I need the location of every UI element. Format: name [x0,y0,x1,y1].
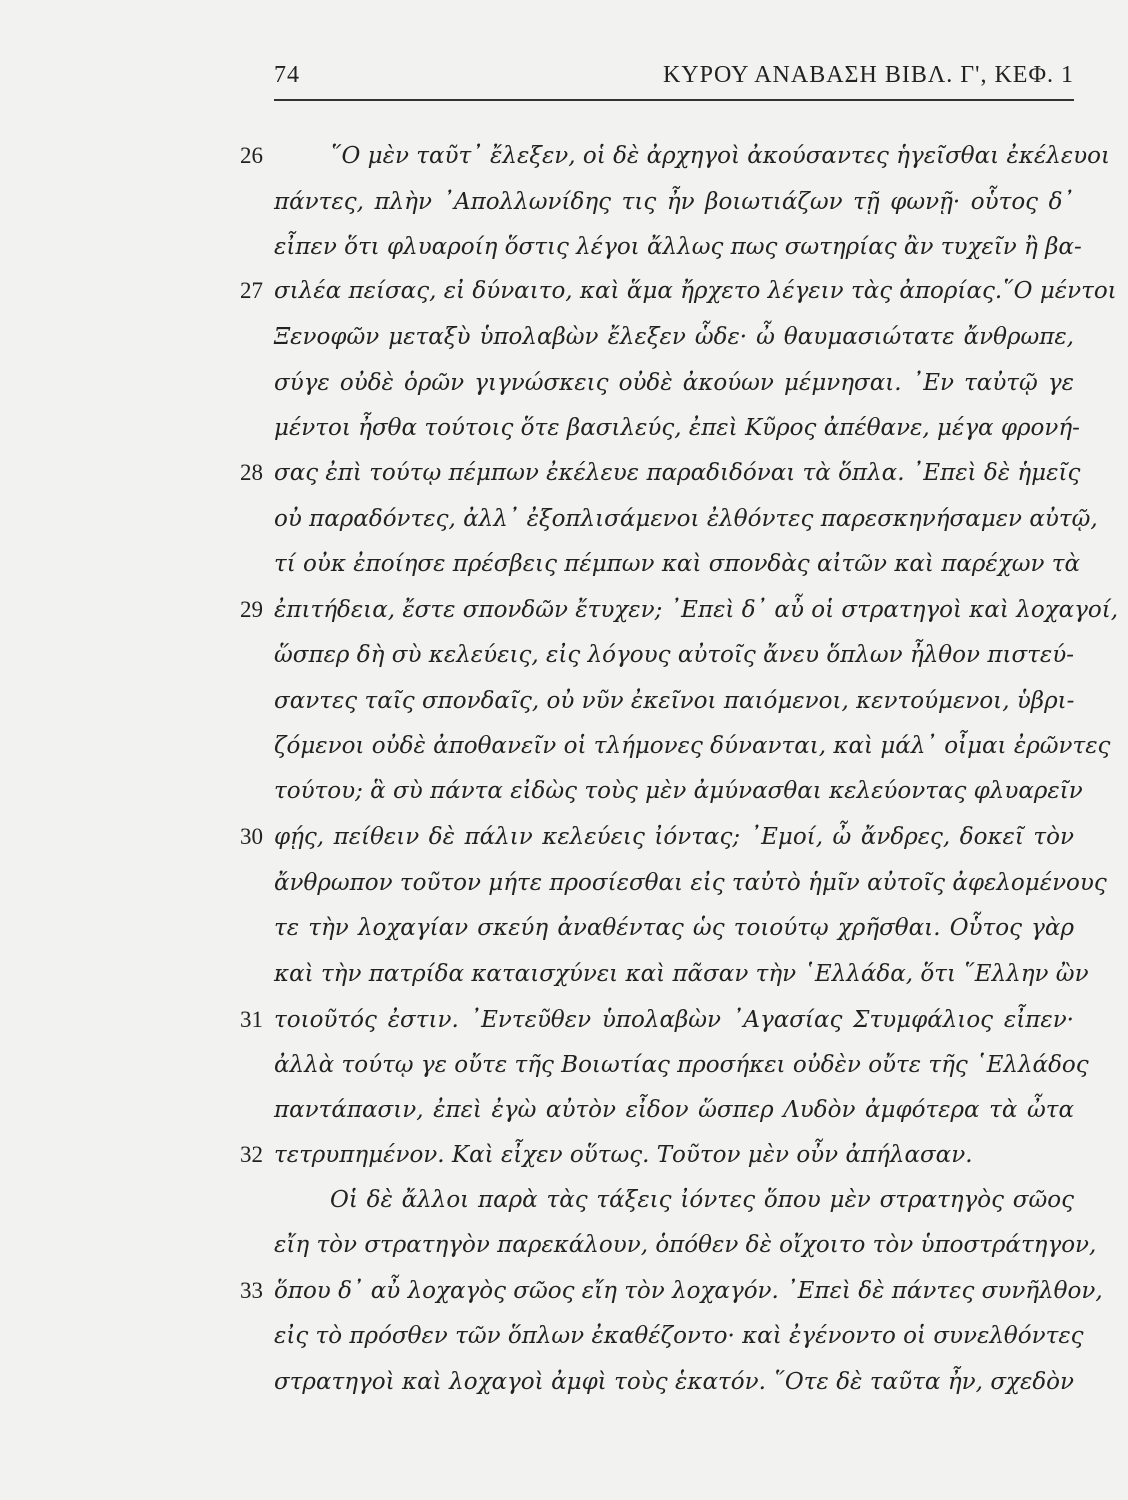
text-line: οὐ παραδόντες, ἀλλ᾽ ἐξοπλισάμενοι ἐλθόντες παρεσκηνήσαμεν αὐτῷ, [274,506,1098,532]
text-line: στρατηγοὶ καὶ λοχαγοὶ ἀμφὶ τοὺς ἑκατόν. ῞Οτε δὲ ταῦτα ἦν, σχεδὸν [274,1369,1074,1395]
text-line: ἄνθρωπον τοῦτον μήτε προσίεσθαι εἰς ταὐτὸ ἡμῖν αὐτοῖς ἀφελομένους [274,870,1107,896]
text-line: παντάπασιν, ἐπεὶ ἐγὼ αὐτὸν εἶδον ὥσπερ Λυδὸν ἀμφότερα τὰ ὦτα [274,1097,1074,1123]
text-line: σύγε οὐδὲ ὁρῶν γιγνώσκεις οὐδὲ ἀκούων μέμνησαι. ᾿Εν ταὐτῷ γε [274,370,1074,396]
section-number-30: 30 [240,824,263,849]
section-number-29: 29 [240,597,263,622]
text-line: ὥσπερ δὴ σὺ κελεύεις, εἰς λόγους αὐτοῖς ἄνευ ὅπλων ἦλθον πιστεύ- [274,642,1074,668]
text-line: εἶπεν ὅτι φλυαροίη ὅστις λέγοι ἄλλως πως σωτηρίας ἂν τυχεῖν ἢ βα- [274,234,1082,260]
text-line: τούτου; ἃ σὺ πάντα εἰδὼς τοὺς μὲν ἀμύνασθαι κελεύοντας φλυαρεῖν [274,778,1083,804]
text-line: φῄς, πείθειν δὲ πάλιν κελεύεις ἰόντας; ᾿Εμοί, ὦ ἄνδρες, δοκεῖ τὸν [274,824,1074,850]
text-line: σιλέα πείσας, εἰ δύναιτο, καὶ ἅμα ἤρχετο λέγειν τὰς ἀπορίας.῞Ο μέντοι [274,278,1117,304]
text-line: τοιοῦτός ἐστιν. ᾿Εντεῦθεν ὑπολαβὼν ᾿Αγασίας Στυμφάλιος εἶπεν· [274,1007,1074,1033]
section-number-27: 27 [240,278,263,303]
text-line: εἰς τὸ πρόσθεν τῶν ὅπλων ἐκαθέζοντο· καὶ ἐγένοντο οἱ συνελθόντες [274,1323,1084,1349]
section-number-32: 32 [240,1142,263,1167]
text-line: ζόμενοι οὐδὲ ἀποθανεῖν οἱ τλήμονες δύνανται, καὶ μάλ᾽ οἶμαι ἐρῶντες [274,733,1111,759]
text-line: Οἱ δὲ ἄλλοι παρὰ τὰς τάξεις ἰόντες ὅπου μὲν στρατηγὸς σῶος [330,1187,1074,1213]
text-line: σαντες ταῖς σπονδαῖς, οὐ νῦν ἐκεῖνοι παιόμενοι, κεντούμενοι, ὑβρι- [274,688,1075,714]
text-line: ὅπου δ᾽ αὖ λοχαγὸς σῶος εἴη τὸν λοχαγόν. ᾿Επεὶ δὲ πάντες συνῆλθον, [274,1278,1103,1304]
text-line: ῞Ο μὲν ταῦτ᾽ ἔλεξεν, οἱ δὲ ἀρχηγοὶ ἀκούσαντες ἡγεῖσθαι ἐκέλευοι [330,143,1111,169]
text-line: τε τὴν λοχαγίαν σκεύη ἀναθέντας ὡς τοιούτῳ χρῆσθαι. Οὗτος γὰρ [274,915,1074,941]
text-line: Ξενοφῶν μεταξὺ ὑπολαβὼν ἔλεξεν ὧδε· ὦ θαυμασιώτατε ἄνθρωπε, [274,324,1074,350]
section-number-28: 28 [240,460,263,485]
text-line: καὶ τὴν πατρίδα καταισχύνει καὶ πᾶσαν τὴν ῾Ελλάδα, ὅτι ῞Ελλην ὢν [274,961,1089,987]
text-line: σας ἐπὶ τούτῳ πέμπων ἐκέλευε παραδιδόναι τὰ ὅπλα. ᾿Επεὶ δὲ ἡμεῖς [274,460,1081,486]
text-line: ἀλλὰ τούτῳ γε οὔτε τῆς Βοιωτίας προσήκει οὐδὲν οὔτε τῆς ῾Ελλάδος [274,1052,1089,1078]
text-line: τί οὐκ ἐποίησε πρέσβεις πέμπων καὶ σπονδὰς αἰτῶν καὶ παρέχων τὰ [274,551,1081,577]
text-line: πάντες, πλὴν ᾿Απολλωνίδης τις ἦν βοιωτιάζων τῇ φωνῇ· οὗτος δ᾽ [274,189,1074,215]
section-number-31: 31 [240,1007,263,1032]
text-line: μέντοι ἦσθα τούτοις ὅτε βασιλεύς, ἐπεὶ Κῦρος ἀπέθανε, μέγα φρονή- [274,415,1080,441]
running-head: ΚΥΡΟΥ ΑΝΑΒΑΣΗ ΒΙΒΛ. Γ', ΚΕΦ. 1 [662,62,1074,88]
text-line: τετρυπημένον. Καὶ εἶχεν οὕτως. Τοῦτον μὲν οὖν ἀπήλασαν. [274,1142,973,1168]
page-header [274,62,1074,102]
section-number-26: 26 [240,143,263,168]
section-number-33: 33 [240,1278,263,1303]
page-number: 74 [274,62,300,88]
header-rule [274,99,1074,101]
text-line: εἴη τὸν στρατηγὸν παρεκάλουν, ὁπόθεν δὲ οἴχοιτο τὸν ὑποστράτηγον, [274,1232,1097,1258]
text-line: ἐπιτήδεια, ἔστε σπονδῶν ἔτυχεν; ᾿Επεὶ δ᾽ αὖ οἱ στρατηγοὶ καὶ λοχαγοί, [274,597,1119,623]
